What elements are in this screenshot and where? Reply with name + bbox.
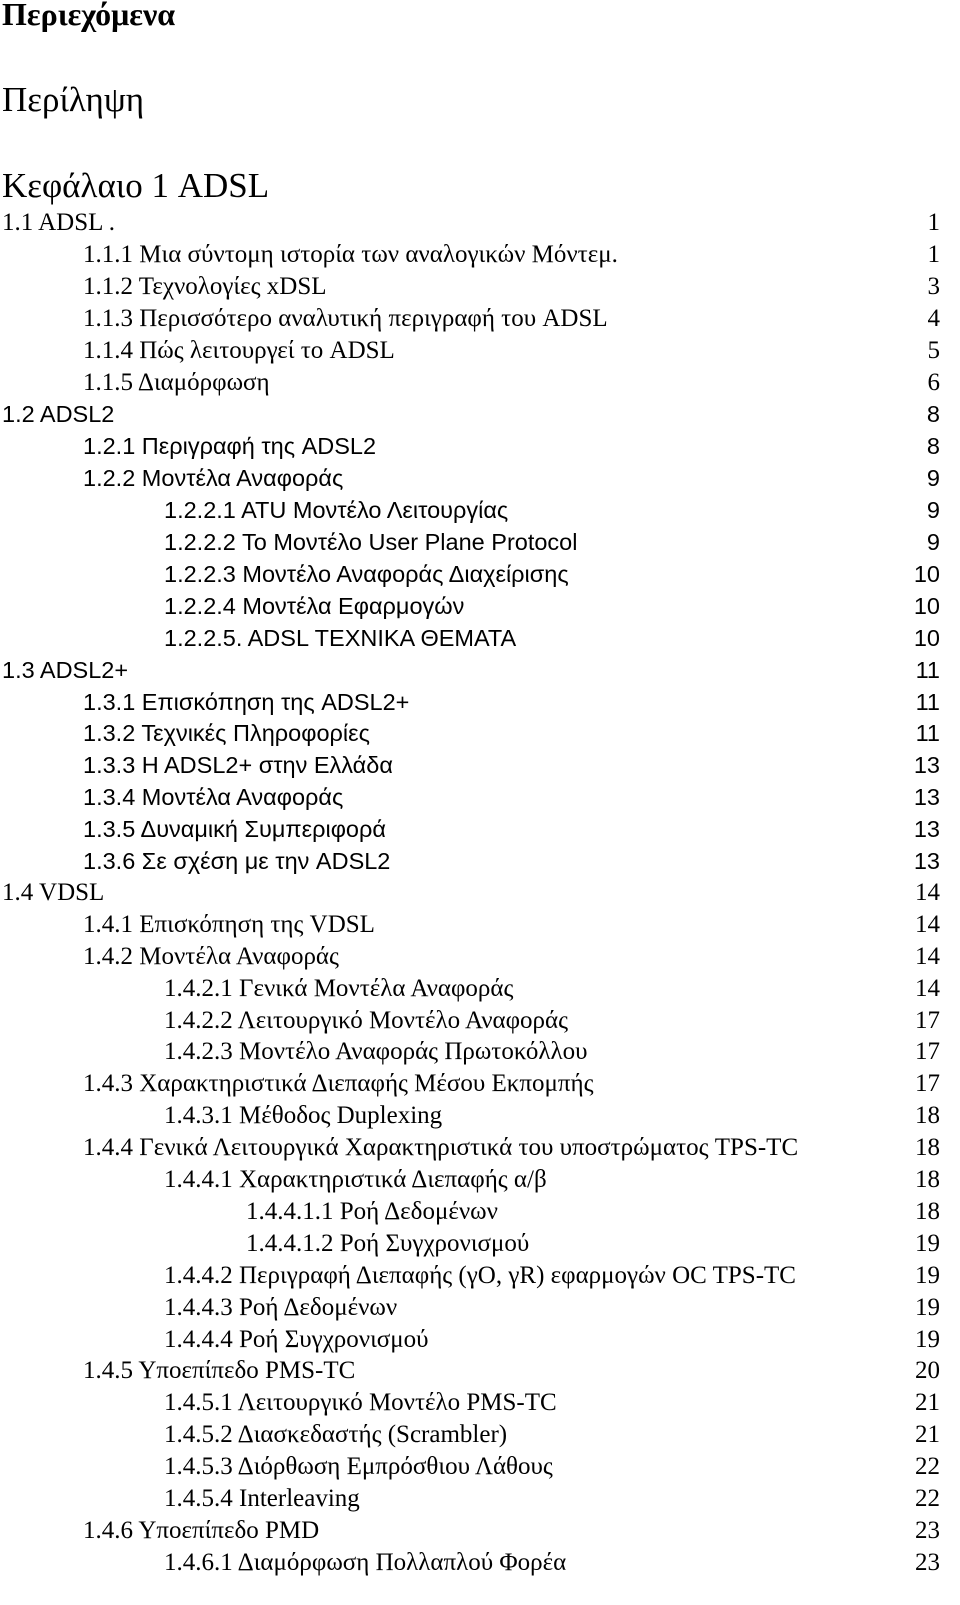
toc-entry-title: 1.4 VDSL bbox=[2, 878, 105, 906]
toc-entry-page-number: 9 bbox=[926, 529, 940, 555]
toc-entry[interactable] bbox=[0, 462, 960, 494]
toc-entry-title: 1.4.4.2 Περιγραφή Διεπαφής (γO, γR) εφαρμογών OC TPS-TC bbox=[164, 1261, 796, 1289]
toc-entry[interactable] bbox=[0, 1196, 960, 1228]
toc-entry-title: 1.3.4 Μοντέλα Αναφοράς bbox=[83, 784, 344, 811]
toc-entry[interactable] bbox=[0, 1005, 960, 1037]
toc-entry[interactable] bbox=[0, 1451, 960, 1483]
toc-entry-title: 1.4.6 Υποεπίπεδο PMD bbox=[83, 1516, 320, 1544]
toc-entry[interactable] bbox=[0, 1419, 960, 1451]
toc-entry-page-number: 11 bbox=[915, 688, 940, 715]
toc-entry-page-number: 13 bbox=[913, 848, 940, 874]
toc-entry[interactable] bbox=[0, 845, 960, 877]
toc-entry-title: 1.4.6.1 Διαμόρφωση Πολλαπλού Φορέα bbox=[164, 1548, 567, 1576]
toc-entry-title: 1.4.4.4 Ροή Συγχρονισμού bbox=[164, 1325, 429, 1353]
toc-entry[interactable] bbox=[0, 813, 960, 845]
toc-entry-title: 1.4.5.3 Διόρθωση Εμπρόσθιου Λάθους bbox=[164, 1453, 553, 1481]
toc-entry-title: 1.1.5 Διαμόρφωση bbox=[83, 368, 270, 396]
toc-entry-page-number: 19 bbox=[915, 1325, 940, 1353]
toc-entry-title: 1.2.2.3 Μοντέλο Αναφοράς Διαχείρισης bbox=[164, 560, 569, 587]
toc-entry-page-number: 11 bbox=[915, 720, 940, 747]
toc-entry-title: 1.4.2 Μοντέλα Αναφοράς bbox=[83, 942, 339, 970]
toc-entry-title: 1.4.1 Επισκόπηση της VDSL bbox=[83, 910, 375, 938]
toc-entry-page-number: 18 bbox=[915, 1102, 940, 1130]
toc-entry[interactable] bbox=[0, 1292, 960, 1324]
toc-entry-title: 1.3.1 Επισκόπηση της ADSL2+ bbox=[83, 688, 410, 715]
toc-entry-page-number: 1 bbox=[927, 240, 940, 268]
toc-entry[interactable] bbox=[0, 877, 960, 909]
chapter-heading[interactable]: Κεφάλαιο 1 ADSL bbox=[2, 166, 270, 205]
toc-entry[interactable] bbox=[0, 781, 960, 813]
toc-entry-title: 1.3.5 Δυναμική Συμπεριφορά bbox=[83, 816, 386, 843]
toc-entry-title: 1.4.4 Γενικά Λειτουργικά Χαρακτηριστικά του υποστρώματος TPS-TC bbox=[83, 1134, 799, 1162]
toc-entry-page-number: 10 bbox=[913, 560, 940, 587]
toc-entry-page-number: 11 bbox=[915, 656, 940, 683]
toc-entry-page-number: 14 bbox=[915, 942, 940, 970]
toc-entry-page-number: 9 bbox=[926, 465, 940, 492]
toc-entry-page-number: 13 bbox=[913, 752, 940, 779]
toc-entry[interactable] bbox=[0, 1483, 960, 1515]
toc-entry[interactable] bbox=[0, 1100, 960, 1132]
toc-entry[interactable] bbox=[0, 1132, 960, 1164]
toc-entry[interactable] bbox=[0, 1068, 960, 1100]
toc-entry-page-number: 3 bbox=[927, 272, 940, 300]
toc-entry[interactable] bbox=[0, 717, 960, 749]
toc-entry-title: 1.4.3.1 Μέθοδος Duplexing bbox=[164, 1102, 443, 1130]
toc-entry[interactable] bbox=[0, 941, 960, 973]
toc-entry-page-number: 19 bbox=[915, 1229, 940, 1257]
toc-entry-title: 1.1.3 Περισσότερο αναλυτική περιγραφή του ADSL bbox=[83, 304, 608, 332]
toc-entry-page-number: 20 bbox=[915, 1357, 940, 1385]
toc-entry[interactable] bbox=[0, 909, 960, 941]
toc-entry[interactable] bbox=[0, 207, 960, 239]
abstract-heading[interactable]: Περίληψη bbox=[2, 80, 145, 119]
toc-entry[interactable] bbox=[0, 303, 960, 335]
toc-entry-title: 1.2.2.5. ADSL ΤΕΧΝΙΚΑ ΘΕΜΑΤΑ bbox=[164, 624, 517, 651]
toc-entry-title: 1.2 ADSL2 bbox=[2, 401, 115, 428]
toc-entry[interactable] bbox=[0, 1324, 960, 1356]
toc-entry-title: 1.1.4 Πώς λειτουργεί το ADSL bbox=[83, 336, 395, 364]
toc-entry[interactable] bbox=[0, 398, 960, 430]
toc-entry-page-number: 17 bbox=[915, 1070, 940, 1098]
toc-entry-title: 1.4.5.4 Interleaving bbox=[164, 1485, 360, 1512]
toc-entry-title: 1.3 ADSL2+ bbox=[2, 656, 129, 683]
toc-entry-page-number: 13 bbox=[913, 816, 940, 843]
toc-entry-page-number: 19 bbox=[915, 1261, 940, 1289]
toc-entry[interactable] bbox=[0, 1547, 960, 1579]
toc-entry-page-number: 21 bbox=[915, 1389, 940, 1417]
toc-entry[interactable] bbox=[0, 590, 960, 622]
toc-entry-page-number: 13 bbox=[913, 784, 940, 811]
toc-entry[interactable] bbox=[0, 686, 960, 718]
toc-entry-page-number: 17 bbox=[915, 1038, 940, 1066]
toc-entry[interactable] bbox=[0, 973, 960, 1005]
toc-entry-title: 1.4.4.1.2 Ροή Συγχρονισμού bbox=[246, 1229, 530, 1257]
toc-entry-title: 1.3.3 H ADSL2+ στην Ελλάδα bbox=[83, 752, 393, 779]
toc-entry-title: 1.4.4.1 Χαρακτηριστικά Διεπαφής α/β bbox=[164, 1166, 547, 1193]
toc-entry[interactable] bbox=[0, 749, 960, 781]
toc-entry[interactable] bbox=[0, 1228, 960, 1260]
toc-entry-title: 1.4.2.3 Μοντέλο Αναφοράς Πρωτοκόλλου bbox=[164, 1038, 588, 1066]
toc-entry-title: 1.1.1 Μια σύντομη ιστορία των αναλογικών Μόντεμ. bbox=[83, 240, 618, 268]
toc-entry[interactable] bbox=[0, 526, 960, 558]
toc-entry-page-number: 17 bbox=[915, 1006, 940, 1034]
toc-entry-page-number: 22 bbox=[915, 1453, 940, 1481]
toc-entry-title: 1.2.2.4 Μοντέλα Εφαρμογών bbox=[164, 592, 465, 619]
toc-entry-title: 1.3.2 Τεχνικές Πληροφορίες bbox=[83, 720, 370, 747]
toc-entry-title: 1.2.1 Περιγραφή της ADSL2 bbox=[83, 433, 377, 460]
toc-entry-title: 1.1 ADSL . bbox=[2, 209, 115, 236]
toc-entry-page-number: 18 bbox=[915, 1166, 940, 1193]
toc-entry[interactable] bbox=[0, 1387, 960, 1419]
contents-heading: Περιεχόμενα bbox=[2, 0, 176, 32]
toc-entry[interactable] bbox=[0, 239, 960, 271]
toc-entry-page-number: 10 bbox=[913, 592, 940, 619]
toc-entry-title: 1.2.2.2 Το Μοντέλο User Plane Protocol bbox=[164, 529, 578, 555]
toc-entry-title: 1.1.2 Τεχνολογίες xDSL bbox=[83, 272, 327, 300]
toc-entry[interactable] bbox=[0, 558, 960, 590]
toc-entry[interactable] bbox=[0, 1355, 960, 1387]
toc-entry-page-number: 23 bbox=[915, 1516, 940, 1544]
toc-entry-title: 1.4.4.1.1 Ροή Δεδομένων bbox=[246, 1197, 498, 1225]
toc-entry-title: 1.4.5.1 Λειτουργικό Μοντέλο PMS-TC bbox=[164, 1389, 557, 1417]
toc-entry-title: 1.4.3 Χαρακτηριστικά Διεπαφής Μέσου Εκπομπής bbox=[83, 1070, 594, 1098]
toc-entry-page-number: 22 bbox=[915, 1485, 940, 1512]
toc-entry[interactable] bbox=[0, 622, 960, 654]
toc-entry[interactable] bbox=[0, 1164, 960, 1196]
toc-entry[interactable] bbox=[0, 1036, 960, 1068]
toc-entry-title: 1.4.5 Υποεπίπεδο PMS-TC bbox=[83, 1357, 356, 1385]
toc-entry-page-number: 23 bbox=[915, 1548, 940, 1576]
toc-entry-page-number: 4 bbox=[927, 304, 940, 332]
toc-entry-title: 1.4.5.2 Διασκεδαστής (Scrambler) bbox=[164, 1421, 508, 1449]
toc-entry-page-number: 6 bbox=[927, 368, 940, 396]
toc-entry-page-number: 9 bbox=[926, 497, 940, 524]
toc-entry[interactable] bbox=[0, 367, 960, 399]
toc-entry-page-number: 1 bbox=[927, 209, 940, 236]
toc-entry-page-number: 21 bbox=[915, 1421, 940, 1449]
toc-entry-title: 1.4.2.1 Γενικά Μοντέλα Αναφοράς bbox=[164, 974, 514, 1002]
toc-entry[interactable] bbox=[0, 335, 960, 367]
toc-entry-page-number: 10 bbox=[913, 624, 940, 651]
toc-entry-page-number: 18 bbox=[915, 1134, 940, 1162]
toc-entry[interactable] bbox=[0, 1515, 960, 1547]
toc-entry[interactable] bbox=[0, 494, 960, 526]
toc-entry-title: 1.3.6 Σε σχέση με την ADSL2 bbox=[83, 848, 391, 874]
toc-entry[interactable] bbox=[0, 430, 960, 462]
toc-entry-title: 1.2.2 Μοντέλα Αναφοράς bbox=[83, 465, 344, 492]
toc-entry[interactable] bbox=[0, 654, 960, 686]
toc-entry-page-number: 18 bbox=[915, 1197, 940, 1225]
toc-entry-page-number: 14 bbox=[915, 910, 940, 938]
toc-entry-page-number: 14 bbox=[915, 878, 940, 906]
toc-entry[interactable] bbox=[0, 1260, 960, 1292]
toc-entry-page-number: 14 bbox=[915, 974, 940, 1002]
toc-entry-page-number: 8 bbox=[926, 401, 940, 428]
toc-entry-title: 1.2.2.1 ATU Μοντέλο Λειτουργίας bbox=[164, 497, 509, 524]
toc-entry-page-number: 8 bbox=[926, 433, 940, 460]
toc-entry-title: 1.4.2.2 Λειτουργικό Μοντέλο Αναφοράς bbox=[164, 1006, 569, 1034]
toc-entry-title: 1.4.4.3 Ροή Δεδομένων bbox=[164, 1293, 398, 1321]
toc-entry-page-number: 5 bbox=[927, 336, 940, 364]
toc-entry-page-number: 19 bbox=[915, 1293, 940, 1321]
toc-entry[interactable] bbox=[0, 271, 960, 303]
